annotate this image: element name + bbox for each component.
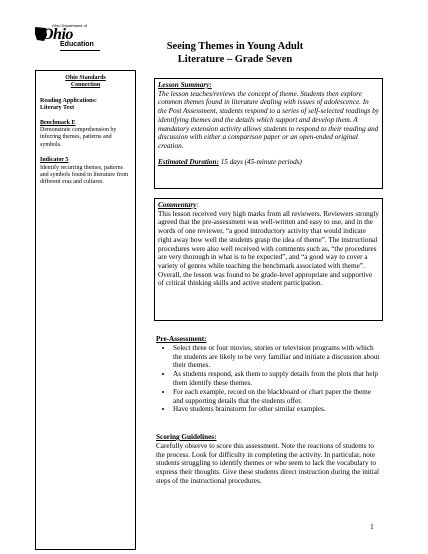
page-title bbox=[140, 40, 330, 66]
sidebar-subheading-line-2: Literary Text bbox=[40, 105, 75, 112]
sidebar-subheading-line-1: Reading Applications: bbox=[40, 97, 97, 104]
estimated-duration-label: Estimated Duration: bbox=[158, 157, 219, 166]
title-line-1: Seeing Themes in Young Adult bbox=[166, 41, 304, 52]
benchmark-title: Benchmark E bbox=[40, 119, 76, 126]
list-item: • Select three or four movies, stories or television programs with which the students are likely to be very familiar and initiate a discussion about their themes. bbox=[173, 344, 382, 370]
indicator-text: Identify recurring themes, patterns and symbols found in literature from different eras and cultures. bbox=[40, 164, 129, 186]
scoring-text-part-1: Carefully observe to score this assessment. Note the reactions of students to the process. Look for difficulty in completing the activity. In particular, note students struggling to identify themes bbox=[156, 441, 376, 468]
scoring-guidelines-section bbox=[156, 433, 382, 486]
logo-underline bbox=[60, 50, 100, 51]
pre-assessment-list bbox=[156, 344, 382, 414]
commentary-heading: Commentary bbox=[158, 201, 197, 209]
ohio-education-logo bbox=[34, 20, 100, 56]
sidebar-heading-line-2: Connection bbox=[70, 82, 101, 89]
benchmark-text: Demonstrate comprehension by inferring themes, patterns and symbols. bbox=[40, 127, 117, 148]
scoring-text-emphasis: or bbox=[266, 459, 273, 468]
lesson-summary-text: The lesson teaches/reviews the concept of theme. Students then explore common themes found in literature dealing with issues of adolescence. In the Post Assessment, students respond to a series of self-selected readings by identifying themes and the details which support and develop them. A mandatory extension activity allows students to respond to their reading and discussion with either a comparison paper or an open-ended original creation. bbox=[158, 89, 379, 150]
scoring-text-part-2: who seem to lack the vocabulary to express their thoughts. Give these students direct instruction during the initial steps of the instructional procedures. bbox=[156, 459, 379, 485]
scoring-guidelines-text bbox=[156, 442, 382, 486]
benchmark-block bbox=[40, 120, 131, 150]
estimated-duration bbox=[158, 158, 379, 167]
title-line-2: Literature – Grade Seven bbox=[177, 54, 293, 65]
list-item: • For each example, record on the blackboard or chart paper the theme and supporting details that the students offer. bbox=[173, 388, 382, 406]
lesson-summary-box bbox=[154, 78, 383, 189]
sidebar-subheading bbox=[40, 98, 131, 113]
scoring-guidelines-heading: Scoring Guidelines: bbox=[156, 433, 217, 441]
standards-sidebar bbox=[35, 70, 136, 550]
pre-assessment-section bbox=[156, 335, 382, 414]
page-number: 1 bbox=[370, 522, 374, 531]
estimated-duration-value: 15 days (45-minute periods) bbox=[220, 157, 302, 166]
logo-education-text: Education bbox=[60, 41, 94, 48]
logo-department-text: Ohio Department of bbox=[52, 23, 87, 28]
lesson-summary-heading: Lesson Summary: bbox=[158, 81, 212, 89]
logo-ohio-text: Ohio bbox=[42, 26, 73, 43]
list-item: • Have students brainstorm for other similar examples. bbox=[173, 405, 382, 414]
commentary-box: Commentary: This lesson received very high marks from all reviewers. Reviewers strongly agreed that the pre-assessment was well-written and easy to use, and in the words of one reviewer, “a good introductory activity that would indicate right away how well the students grasp the idea of theme”. The instructional procedures were also well received with comments such as, “the procedures are very thorough in what is to be expected”, and “a good way to cover a variety of genres while teaching the benchmark associated with theme”. Overall, the lesson was found to be grade-level appropriate and supportive of critical thinking skills and active student participation. bbox=[154, 198, 383, 321]
sidebar-heading-line-1: Ohio Standards bbox=[65, 75, 106, 81]
indicator-title: Indicator 5 bbox=[40, 157, 69, 164]
commentary-text: This lesson received very high marks from all reviewers. Reviewers strongly agreed that the pre-assessment was well-written and easy to use, and in the words of one reviewer, “a good introductory activity that would indicate right away how well the students grasp the idea of theme”. The instructional procedures were also well received with comments such as, “the procedures are very thorough in what is to be expected”, and “a good way to cover a variety of genres while teaching the benchmark associated with theme”. Overall, the lesson was found to be grade-level appropriate and supportive of critical thinking skills and active student participation. bbox=[158, 209, 379, 288]
list-item: • As students respond, ask them to supply details from the plots that help them identify these themes. bbox=[173, 370, 382, 388]
sidebar-heading bbox=[40, 75, 131, 90]
pre-assessment-heading: Pre-Assessment: bbox=[156, 335, 207, 343]
indicator-block bbox=[40, 157, 131, 187]
